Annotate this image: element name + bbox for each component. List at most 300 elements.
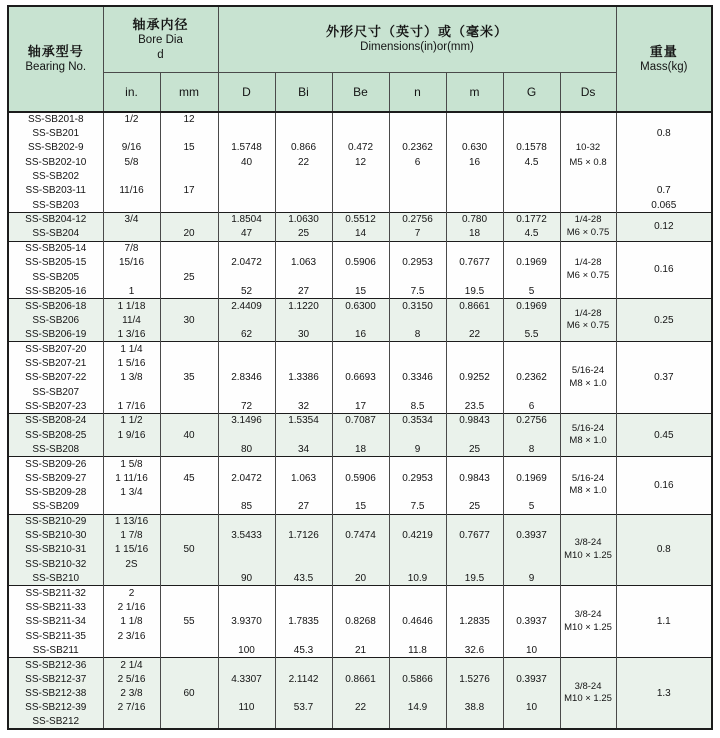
dim-n-cell <box>389 270 446 284</box>
dim-n-cell <box>389 126 446 140</box>
dim-d-cell <box>218 715 275 729</box>
bore-in-cell: 1 3/8 <box>103 370 160 384</box>
bore-mm-cell <box>160 126 218 140</box>
dim-m-cell <box>446 686 503 700</box>
dim-g-cell: 0.3937 <box>503 615 560 629</box>
dim-bi-cell <box>275 241 332 255</box>
dim-n-cell <box>389 313 446 327</box>
bore-in-cell: 9/16 <box>103 141 160 155</box>
bore-mm-cell <box>160 327 218 341</box>
mass-cell <box>616 112 712 126</box>
header-col-m: m <box>446 72 503 112</box>
dim-bi-cell: 1.1220 <box>275 299 332 313</box>
dim-n-cell: 0.2756 <box>389 213 446 227</box>
table-row <box>8 126 712 140</box>
dim-bi-cell: 34 <box>275 442 332 456</box>
dim-g-cell: 0.2756 <box>503 414 560 428</box>
mass-cell: 0.7 <box>616 184 712 198</box>
bore-mm-cell: 45 <box>160 471 218 485</box>
dim-n-cell <box>389 385 446 399</box>
dim-bi-cell <box>275 112 332 126</box>
dim-be-cell: 20 <box>332 572 389 586</box>
dim-bi-cell <box>275 715 332 729</box>
header-col-n: n <box>389 72 446 112</box>
dim-bi-cell <box>275 126 332 140</box>
dim-m-cell <box>446 514 503 528</box>
dim-ds-cell: M5 × 0.8 <box>560 155 616 169</box>
dim-be-cell: 0.472 <box>332 141 389 155</box>
dim-m-cell: 25 <box>446 500 503 514</box>
dim-m-cell <box>446 270 503 284</box>
dim-bi-cell <box>275 356 332 370</box>
dim-n-cell <box>389 169 446 183</box>
table-row <box>8 241 712 255</box>
bore-in-cell <box>103 198 160 212</box>
dim-g-cell: 5 <box>503 500 560 514</box>
dim-n-cell: 10.9 <box>389 572 446 586</box>
dim-m-cell <box>446 169 503 183</box>
dim-bi-cell <box>275 543 332 557</box>
bore-mm-cell: 17 <box>160 184 218 198</box>
dim-n-cell: 0.2362 <box>389 141 446 155</box>
dim-be-cell: 15 <box>332 500 389 514</box>
bearing-no-cell: SS-SB206 <box>8 313 103 327</box>
dim-m-cell <box>446 428 503 442</box>
dim-ds-cell <box>560 586 616 658</box>
dim-be-cell <box>332 600 389 614</box>
dim-bi-cell <box>275 184 332 198</box>
dim-g-cell: 5 <box>503 284 560 298</box>
dim-g-cell <box>503 715 560 729</box>
bearing-block-sb207 <box>8 342 712 414</box>
bore-in-cell: 2 5/16 <box>103 672 160 686</box>
dim-m-cell <box>446 485 503 499</box>
header-bore-dia-zh: 轴承内径 <box>132 17 189 33</box>
ds-thread-spec: M10 × 1.25 <box>564 549 612 561</box>
mass-cell <box>616 155 712 169</box>
dim-be-cell: 0.5906 <box>332 471 389 485</box>
bore-in-cell: 1 9/16 <box>103 428 160 442</box>
dim-n-cell: 0.4219 <box>389 528 446 542</box>
bore-mm-cell <box>160 155 218 169</box>
bore-in-cell: 5/8 <box>103 155 160 169</box>
dim-g-cell <box>503 600 560 614</box>
bearing-no-cell: SS-SB208 <box>8 442 103 456</box>
dim-d-cell: 2.4409 <box>218 299 275 313</box>
ds-thread-spec: 3/8-24 <box>574 537 602 549</box>
dim-d-cell <box>218 658 275 672</box>
dim-be-cell <box>332 629 389 643</box>
dim-g-cell <box>503 313 560 327</box>
dim-g-cell: 0.1969 <box>503 256 560 270</box>
dim-m-cell <box>446 198 503 212</box>
dim-ds-cell <box>560 241 616 298</box>
dim-n-cell: 0.3346 <box>389 370 446 384</box>
dim-be-cell <box>332 184 389 198</box>
bearing-no-cell: SS-SB208-25 <box>8 428 103 442</box>
dim-g-cell <box>503 184 560 198</box>
dim-d-cell: 2.0472 <box>218 256 275 270</box>
dim-m-cell: 19.5 <box>446 572 503 586</box>
table-row <box>8 141 712 155</box>
header-mass-zh: 重量 <box>649 44 678 59</box>
dim-m-cell <box>446 600 503 614</box>
dim-bi-cell <box>275 557 332 571</box>
ds-thread-spec: M10 × 1.25 <box>564 621 612 633</box>
bore-mm-cell <box>160 528 218 542</box>
dim-be-cell <box>332 658 389 672</box>
bore-in-cell: 1 11/16 <box>103 471 160 485</box>
bore-mm-cell <box>160 701 218 715</box>
dim-g-cell <box>503 126 560 140</box>
dim-m-cell: 0.630 <box>446 141 503 155</box>
dim-g-cell <box>503 198 560 212</box>
bearing-no-cell: SS-SB210-30 <box>8 528 103 542</box>
dim-m-cell <box>446 715 503 729</box>
bore-in-cell: 2 <box>103 586 160 600</box>
dim-d-cell <box>218 485 275 499</box>
dim-g-cell: 0.1969 <box>503 471 560 485</box>
dim-d-cell: 52 <box>218 284 275 298</box>
bearing-no-cell: SS-SB205 <box>8 270 103 284</box>
dim-be-cell <box>332 356 389 370</box>
dim-d-cell <box>218 557 275 571</box>
bore-mm-cell <box>160 299 218 313</box>
dim-d-cell: 1.8504 <box>218 213 275 227</box>
dim-g-cell <box>503 629 560 643</box>
dim-be-cell <box>332 385 389 399</box>
dim-bi-cell: 27 <box>275 500 332 514</box>
dim-be-cell: 18 <box>332 442 389 456</box>
bore-mm-cell <box>160 629 218 643</box>
dim-ds-cell <box>560 213 616 242</box>
mass-cell: 0.45 <box>616 414 712 457</box>
dim-d-cell <box>218 600 275 614</box>
dim-d-cell <box>218 313 275 327</box>
bore-in-cell: 1 7/8 <box>103 528 160 542</box>
bearing-no-cell: SS-SB202 <box>8 169 103 183</box>
dim-bi-cell: 22 <box>275 155 332 169</box>
ds-thread-spec: M8 × 1.0 <box>569 377 607 389</box>
dim-m-cell <box>446 629 503 643</box>
dim-d-cell: 62 <box>218 327 275 341</box>
bore-mm-cell <box>160 715 218 729</box>
dim-n-cell: 0.3534 <box>389 414 446 428</box>
table-row <box>8 658 712 672</box>
ds-thread-spec: M8 × 1.0 <box>569 485 607 497</box>
dim-g-cell <box>503 112 560 126</box>
dim-m-cell: 0.9843 <box>446 471 503 485</box>
dim-ds-cell <box>560 112 616 126</box>
dim-d-cell: 2.0472 <box>218 471 275 485</box>
dim-g-cell <box>503 342 560 356</box>
dim-n-cell <box>389 514 446 528</box>
dim-be-cell: 0.6300 <box>332 299 389 313</box>
ds-thread-spec: 3/8-24 <box>574 680 602 692</box>
dim-m-cell <box>446 457 503 471</box>
dim-m-cell <box>446 112 503 126</box>
dim-n-cell: 14.9 <box>389 701 446 715</box>
bore-mm-cell <box>160 342 218 356</box>
dim-bi-cell <box>275 428 332 442</box>
ds-thread-spec: M6 × 0.75 <box>566 320 610 332</box>
dim-bi-cell: 0.866 <box>275 141 332 155</box>
bore-in-cell: 1 1/18 <box>103 299 160 313</box>
header-dimensions <box>218 6 616 72</box>
mass-cell: 0.25 <box>616 299 712 342</box>
dim-d-cell <box>218 629 275 643</box>
dim-bi-cell <box>275 342 332 356</box>
mass-cell: 0.16 <box>616 241 712 298</box>
bore-in-cell: 1 13/16 <box>103 514 160 528</box>
dim-m-cell: 0.7677 <box>446 528 503 542</box>
dim-m-cell: 0.780 <box>446 213 503 227</box>
bearing-no-cell: SS-SB205-15 <box>8 256 103 270</box>
dim-be-cell: 0.6693 <box>332 370 389 384</box>
dim-bi-cell: 1.063 <box>275 256 332 270</box>
table-row <box>8 198 712 212</box>
dim-bi-cell <box>275 270 332 284</box>
mass-cell: 0.065 <box>616 198 712 212</box>
dim-bi-cell: 53.7 <box>275 701 332 715</box>
ds-thread-spec: 5/16-24 <box>571 422 605 434</box>
bore-mm-cell: 50 <box>160 543 218 557</box>
dim-bi-cell <box>275 385 332 399</box>
bore-in-cell: 1 5/16 <box>103 356 160 370</box>
dim-be-cell: 0.7474 <box>332 528 389 542</box>
dim-bi-cell <box>275 457 332 471</box>
dim-d-cell: 3.1496 <box>218 414 275 428</box>
bearing-no-cell: SS-SB207-22 <box>8 370 103 384</box>
dim-bi-cell <box>275 514 332 528</box>
dim-g-cell: 9 <box>503 572 560 586</box>
dim-be-cell <box>332 313 389 327</box>
dim-n-cell <box>389 557 446 571</box>
bore-mm-cell <box>160 256 218 270</box>
header-col-G: G <box>503 72 560 112</box>
ds-thread-spec: 1/4-28 <box>574 214 602 226</box>
dim-g-cell: 4.5 <box>503 227 560 241</box>
dim-bi-cell: 1.063 <box>275 471 332 485</box>
dim-n-cell <box>389 658 446 672</box>
bore-mm-cell <box>160 284 218 298</box>
dim-n-cell: 0.5866 <box>389 672 446 686</box>
bore-mm-cell <box>160 600 218 614</box>
bearing-no-cell: SS-SB209-26 <box>8 457 103 471</box>
dim-be-cell <box>332 270 389 284</box>
dim-be-cell <box>332 169 389 183</box>
dim-m-cell <box>446 342 503 356</box>
bearing-no-cell: SS-SB212-36 <box>8 658 103 672</box>
dim-g-cell: 0.1969 <box>503 299 560 313</box>
dim-g-cell <box>503 514 560 528</box>
dim-d-cell: 1.5748 <box>218 141 275 155</box>
dim-n-cell <box>389 184 446 198</box>
dim-g-cell <box>503 543 560 557</box>
bearing-no-cell: SS-SB205-14 <box>8 241 103 255</box>
dim-be-cell: 0.8661 <box>332 672 389 686</box>
dim-m-cell <box>446 586 503 600</box>
mass-cell <box>616 169 712 183</box>
dim-be-cell <box>332 126 389 140</box>
table-row <box>8 342 712 356</box>
dim-be-cell: 22 <box>332 701 389 715</box>
dim-bi-cell: 2.1142 <box>275 672 332 686</box>
dim-n-cell <box>389 198 446 212</box>
bore-in-cell: 1 1/2 <box>103 414 160 428</box>
dim-be-cell: 17 <box>332 399 389 413</box>
bore-mm-cell: 12 <box>160 112 218 126</box>
table-row <box>8 112 712 126</box>
dim-m-cell: 0.8661 <box>446 299 503 313</box>
dim-ds-cell <box>560 198 616 212</box>
dim-d-cell <box>218 342 275 356</box>
dim-d-cell <box>218 184 275 198</box>
bearing-block-sb205 <box>8 241 712 298</box>
table-row <box>8 414 712 428</box>
dim-bi-cell: 27 <box>275 284 332 298</box>
mass-cell: 1.1 <box>616 586 712 658</box>
bore-in-cell: 1 1/4 <box>103 342 160 356</box>
dim-m-cell <box>446 313 503 327</box>
dim-d-cell: 110 <box>218 701 275 715</box>
dim-be-cell <box>332 586 389 600</box>
dim-ds-cell <box>560 414 616 457</box>
bearing-no-cell: SS-SB207 <box>8 385 103 399</box>
dim-n-cell <box>389 543 446 557</box>
dim-d-cell <box>218 112 275 126</box>
dim-g-cell: 10 <box>503 643 560 657</box>
header-bearing-no-en: Bearing No. <box>25 61 87 73</box>
bore-in-cell: 1/2 <box>103 112 160 126</box>
header-bore-dia-en: Bore Dia <box>138 34 183 47</box>
dim-be-cell <box>332 557 389 571</box>
ds-thread-spec: 1/4-28 <box>574 307 602 319</box>
dim-m-cell: 1.2835 <box>446 615 503 629</box>
dim-m-cell: 0.9252 <box>446 370 503 384</box>
bore-mm-cell <box>160 572 218 586</box>
ds-thread-spec: 1/4-28 <box>574 257 602 269</box>
bore-in-cell: 1 7/16 <box>103 399 160 413</box>
bore-in-cell: 2S <box>103 557 160 571</box>
dim-g-cell <box>503 241 560 255</box>
dim-g-cell <box>503 385 560 399</box>
dim-ds-cell <box>560 184 616 198</box>
bearing-no-cell: SS-SB210 <box>8 572 103 586</box>
dim-m-cell: 25 <box>446 442 503 456</box>
bore-in-cell: 1 15/16 <box>103 543 160 557</box>
dim-g-cell: 6 <box>503 399 560 413</box>
dim-n-cell: 0.2953 <box>389 471 446 485</box>
dim-bi-cell <box>275 658 332 672</box>
bore-in-cell <box>103 227 160 241</box>
header-col-in: in. <box>103 72 160 112</box>
dim-g-cell: 0.2362 <box>503 370 560 384</box>
dim-d-cell <box>218 198 275 212</box>
header-col-Be: Be <box>332 72 389 112</box>
dim-n-cell: 7.5 <box>389 500 446 514</box>
dim-d-cell: 72 <box>218 399 275 413</box>
dim-d-cell <box>218 169 275 183</box>
bore-in-cell <box>103 385 160 399</box>
dim-bi-cell: 1.3386 <box>275 370 332 384</box>
dim-d-cell: 3.5433 <box>218 528 275 542</box>
table-row <box>8 457 712 471</box>
dim-d-cell <box>218 457 275 471</box>
dim-bi-cell: 1.0630 <box>275 213 332 227</box>
dim-d-cell <box>218 543 275 557</box>
dim-be-cell <box>332 457 389 471</box>
bore-mm-cell: 60 <box>160 686 218 700</box>
bore-mm-cell <box>160 586 218 600</box>
dim-d-cell <box>218 356 275 370</box>
bore-in-cell: 2 7/16 <box>103 701 160 715</box>
dim-g-cell <box>503 428 560 442</box>
bore-in-cell: 11/16 <box>103 184 160 198</box>
dim-g-cell <box>503 557 560 571</box>
dim-be-cell <box>332 198 389 212</box>
bore-in-cell: 2 1/4 <box>103 658 160 672</box>
dim-m-cell <box>446 385 503 399</box>
dim-m-cell <box>446 543 503 557</box>
dim-m-cell <box>446 557 503 571</box>
bore-in-cell: 2 3/16 <box>103 629 160 643</box>
dim-d-cell <box>218 586 275 600</box>
bore-mm-cell <box>160 514 218 528</box>
mass-cell <box>616 141 712 155</box>
dim-m-cell: 22 <box>446 327 503 341</box>
dim-m-cell <box>446 184 503 198</box>
bore-in-cell <box>103 169 160 183</box>
bore-in-cell: 1 3/4 <box>103 485 160 499</box>
table-row <box>8 184 712 198</box>
bearing-no-cell: SS-SB211-34 <box>8 615 103 629</box>
dim-g-cell <box>503 356 560 370</box>
ds-thread-spec: 5/16-24 <box>571 472 605 484</box>
bore-in-cell <box>103 715 160 729</box>
table-row <box>8 169 712 183</box>
bore-mm-cell <box>160 672 218 686</box>
bore-mm-cell <box>160 241 218 255</box>
ds-thread-spec: 3/8-24 <box>574 609 602 621</box>
dim-ds-cell <box>560 126 616 140</box>
bore-in-cell: 2 1/16 <box>103 600 160 614</box>
dim-g-cell: 0.3937 <box>503 672 560 686</box>
dim-n-cell <box>389 428 446 442</box>
bore-mm-cell <box>160 658 218 672</box>
dim-n-cell: 11.8 <box>389 643 446 657</box>
mass-cell: 0.16 <box>616 457 712 514</box>
bore-mm-cell <box>160 169 218 183</box>
dim-be-cell: 0.5906 <box>332 256 389 270</box>
dim-n-cell <box>389 629 446 643</box>
bore-in-cell: 1 5/8 <box>103 457 160 471</box>
bore-mm-cell <box>160 414 218 428</box>
bore-in-cell: 3/4 <box>103 213 160 227</box>
dim-be-cell: 16 <box>332 327 389 341</box>
bearing-block-sb206 <box>8 299 712 342</box>
dim-g-cell <box>503 169 560 183</box>
bore-in-cell: 1 <box>103 284 160 298</box>
dim-bi-cell: 1.7835 <box>275 615 332 629</box>
dim-d-cell: 100 <box>218 643 275 657</box>
bore-in-cell <box>103 126 160 140</box>
bearing-no-cell: SS-SB206-18 <box>8 299 103 313</box>
bore-mm-cell: 40 <box>160 428 218 442</box>
dim-n-cell: 0.3150 <box>389 299 446 313</box>
dim-n-cell: 9 <box>389 442 446 456</box>
bearing-no-cell: SS-SB212 <box>8 715 103 729</box>
